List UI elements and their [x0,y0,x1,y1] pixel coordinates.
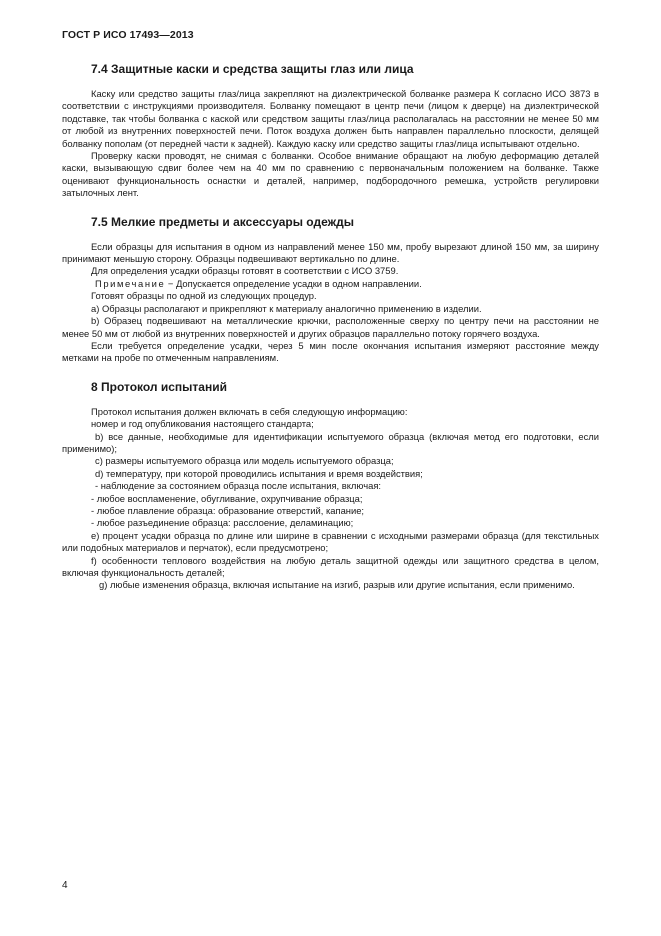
list-item: а) Образцы располагают и прикрепляют к материалу аналогично применению в изделии. [91,302,482,314]
section-7-5-title: 7.5 Мелкие предметы и аксессуары одежды [91,214,354,229]
section-7-5-paragraph: Если образцы для испытания в одном из направлений менее 150 мм, пробу вырезают длиной 150 мм, за ширину принимают меньшую сторону. Образцы подвешивают вертикально по длине. [62,240,599,265]
section-7-5-paragraph: Если требуется определение усадки, через 5 мин после окончания испытания измеряют расстояние между метками на пробе по отмеченным направлениям. [62,339,599,364]
section-8-title: 8 Протокол испытаний [91,379,227,394]
list-item: - любое плавление образца: образование отверстий, капание; [91,504,365,516]
section-7-4-paragraph: Каску или средство защиты глаз/лица закрепляют на диэлектрической болванке размера К согласно ИСО 3873 в соответствии с инструкциями производителя. Болванку помещают в центр печи (лицом к дверце) на диэлектрической подставке, так чтобы болванка с каской или средством защиты глаз/лица располагалась на расстоянии не менее 50 мм от любой из внутренних поверхностей печи. Поток воздуха должен быть направлен параллельно плоскости, делящей болванку пополам (от передней части к задней). Каждую каску или средство защиты глаз/лица испытывают отдельно. [62,88,599,149]
list-item: b) все данные, необходимые для идентификации испытуемого образца (включая метод его подготовки, если применимо); [62,430,599,454]
list-item: c) размеры испытуемого образца или модель испытуемого образца; [95,455,394,467]
section-8-paragraph: Протокол испытания должен включать в себя следующую информацию: [91,405,408,417]
list-item: e) процент усадки образца по длине или ширине в сравнении с исходными размерами образца (для текстильных или подобных материалов и перчаток), если предусмотрено; [62,529,599,554]
note [62,278,599,290]
list-item: g) любые изменения образца, включая испытание на изгиб, разрыв или другие испытания, если применимо. [99,579,575,591]
document-header: ГОСТ Р ИСО 17493—2013 [62,29,194,41]
list-item: - любое воспламенение, обугливание, охрупчивание образца; [91,492,363,504]
list-item: d) температуру, при которой проводились испытания и время воздействия; [95,467,423,479]
section-7-5-paragraph: Готовят образцы по одной из следующих процедур. [91,290,317,302]
section-7-4-title: 7.4 Защитные каски и средства защиты глаз или лица [91,62,414,76]
page-number: 4 [62,880,68,891]
note-label: Примечание [95,277,166,289]
list-item: b) Образец подвешивают на металлические крючки, расположенные сверху по центру печи на расстоянии не менее 50 мм от любой из внутренних поверхностей и других образцов параллельно потоку горячего воздуха. [62,315,599,339]
list-item: - наблюдение за состоянием образца после испытания, включая: [95,480,382,492]
list-item: номер и год опубликования настоящего стандарта; [91,418,314,430]
section-7-5-paragraph: Для определения усадки образцы готовят в соответствии с ИСО 3759. [91,265,399,277]
page-content [62,62,599,592]
list-item: f) особенности теплового воздействия на любую деталь защитной одежды или защитного средства в целом, включая функциональность деталей; [62,554,599,578]
note-text: − Допускается определение усадки в одном направлении. [165,277,422,289]
list-item: - любое разъединение образца: расслоение, деламинацию; [91,517,354,529]
section-7-4-paragraph: Проверку каски проводят, не снимая с болванки. Особое внимание обращают на любую деформацию деталей каски, вызывающую сдвиг более чем на 40 мм по сравнению с первоначальным положением на болванке. Также оценивают функциональность оснастки и деталей, например, подбородочного ремешка, устройств регулировки затылочных лент. [62,150,599,199]
